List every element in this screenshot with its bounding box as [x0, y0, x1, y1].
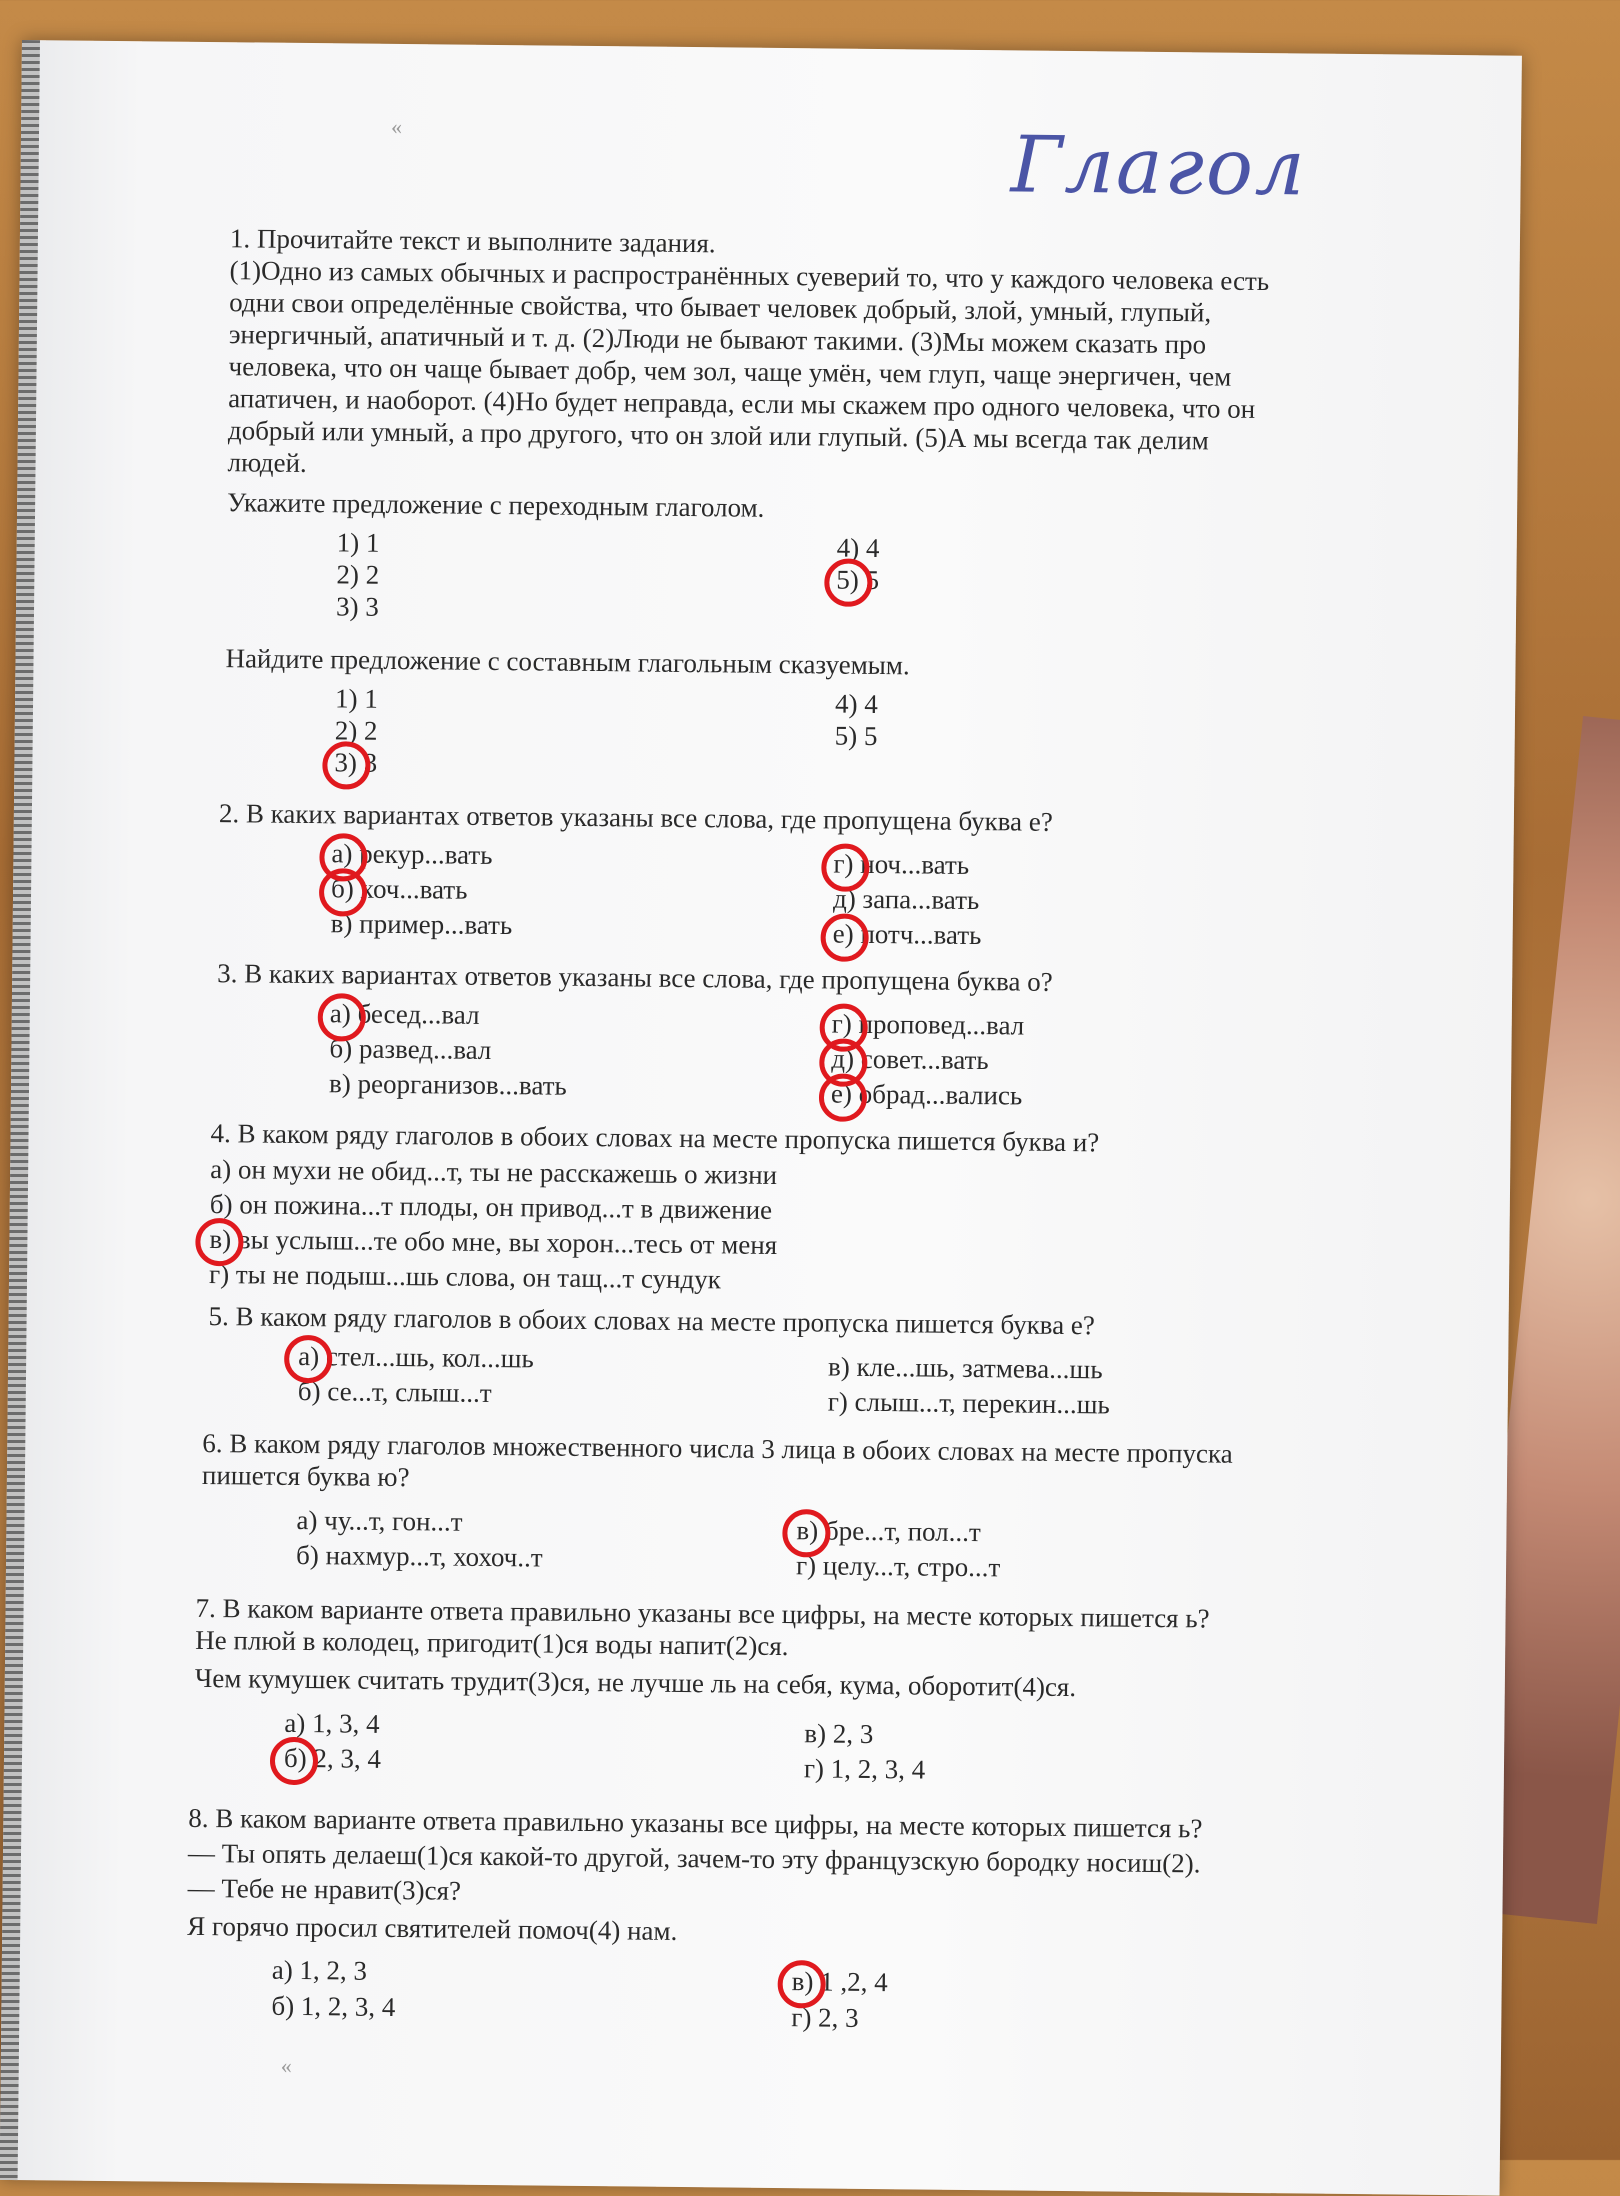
q6-option[interactable]: а) чу...т, гон...т — [296, 1504, 463, 1537]
q3-title: 3. В каких вариантах ответов указаны все слова, где пропущена буква о? — [217, 958, 1053, 997]
q5-option[interactable]: в) кле...шь, затмева...шь — [827, 1351, 1103, 1385]
q6-title: пишется буква ю? — [201, 1459, 410, 1493]
q1b-option[interactable]: 5) 5 — [834, 720, 878, 751]
q6-option[interactable]: г) целу...т, стро...т — [795, 1550, 1001, 1583]
q8-text-line: — Ты опять делаеш(1)ся какой-то другой, зачем-то эту французскую бородку носиш(2). — [187, 1837, 1201, 1879]
answer-circle — [821, 843, 870, 892]
q7-text-line: Не плюй в колодец, пригодит(1)ся воды напит(2)ся. — [195, 1624, 789, 1662]
q3-option[interactable]: е) обрад...вались — [830, 1078, 1023, 1111]
answer-circle — [195, 1218, 244, 1267]
handwritten-title: Глагол — [1010, 120, 1308, 214]
q8-option[interactable]: а) 1, 2, 3 — [271, 1954, 368, 1986]
q5-option[interactable]: г) слыш...т, перекин...шь — [827, 1386, 1110, 1420]
q3-option[interactable]: д) совет...вать — [831, 1043, 989, 1076]
q1-text-line: людей. — [227, 447, 307, 479]
q8-option[interactable]: г) 2, 3 — [791, 2002, 859, 2033]
q2-title: 2. В каких вариантах ответов указаны все слова, где пропущена буква е? — [218, 798, 1054, 837]
q1-text-line: человека, что он чаще бывает добр, чем зол, чаще умён, чем глуп, чаще энергичен, чем — [228, 351, 1232, 392]
q8-option[interactable]: б) 1, 2, 3, 4 — [271, 1990, 396, 2023]
q2-option[interactable]: д) запа...вать — [832, 883, 980, 916]
q1-text-line: энергичный, апатичный и т. д. (2)Люди не бывают такими. (3)Мы можем сказать про — [228, 319, 1207, 360]
q3-option[interactable]: г) проповед...вал — [831, 1008, 1025, 1041]
q3-option[interactable]: а) бесед...вал — [329, 998, 480, 1030]
answer-circle — [824, 558, 873, 607]
q1b-option[interactable]: 1) 1 — [334, 683, 379, 714]
q2-option[interactable]: е) потч...вать — [832, 918, 982, 951]
q2-option[interactable]: г) ноч...вать — [833, 848, 970, 880]
q5-title: 5. В каком ряду глаголов в обоих словах на месте пропуска пишется буква е? — [208, 1301, 1096, 1341]
q4-title: 4. В каком ряду глаголов в обоих словах на месте пропуска пишется буква и? — [210, 1118, 1100, 1158]
q1a-option[interactable]: 3) 3 — [335, 591, 379, 622]
q1-task-b: Найдите предложение с составным глагольным сказуемым. — [225, 643, 910, 681]
answer-circle — [820, 913, 869, 962]
answer-circle — [270, 1737, 319, 1786]
q1-text-line: (1)Одно из самых обычных и распространённых суеверий то, что у каждого человека есть — [229, 255, 1270, 297]
q8-option[interactable]: в) 1 ,2, 4 — [791, 1966, 888, 1998]
q4-option[interactable]: в) вы услыш...те обо мне, вы хорон...тесь от меня — [209, 1224, 778, 1260]
q8-title: 8. В каком варианте ответа правильно указаны все цифры, на месте которых пишется ь? — [188, 1802, 1203, 1844]
answer-circle — [322, 741, 371, 790]
q1-title: 1. Прочитайте текст и выполните задания. — [229, 223, 716, 259]
q5-option[interactable]: а) стел...шь, кол...шь — [298, 1340, 534, 1374]
q1b-option[interactable]: 4) 4 — [834, 688, 879, 719]
q1b-option[interactable]: 3) 3 — [334, 747, 378, 778]
q5-option[interactable]: б) се...т, слыш...т — [297, 1375, 492, 1408]
q1a-option[interactable]: 1) 1 — [336, 527, 380, 558]
q7-option[interactable]: г) 1, 2, 3, 4 — [803, 1753, 926, 1785]
q7-title: 7. В каком варианте ответа правильно указаны все цифры, на месте которых пишется ь? — [195, 1592, 1210, 1634]
q1-text-line: добрый или умный, а про другого, что он злой или глупый. (5)А мы всегда так делим — [227, 415, 1210, 456]
q7-option[interactable]: а) 1, 3, 4 — [284, 1707, 380, 1739]
q6-title: 6. В каком ряду глаголов множественного числа 3 лица в обоих словах на месте пропуска — [202, 1427, 1233, 1469]
q4-option[interactable]: а) он мухи не обид...т, ты не расскажешь о жизни — [210, 1154, 778, 1190]
q7-option[interactable]: б) 2, 3, 4 — [283, 1742, 382, 1774]
q1-task-a: Укажите предложение с переходным глаголом. — [227, 487, 765, 523]
q3-option[interactable]: б) развед...вал — [329, 1033, 492, 1065]
q2-option[interactable]: в) пример...вать — [330, 908, 513, 941]
q1b-option[interactable]: 2) 2 — [334, 715, 378, 746]
q2-option[interactable]: а) рекур...вать — [331, 838, 493, 870]
q4-option[interactable]: г) ты не подыш...шь слова, он тащ...т сундук — [208, 1259, 722, 1295]
q2-option[interactable]: б) хоч...вать — [330, 873, 468, 905]
worksheet-page — [0, 40, 1522, 2196]
answer-circle — [782, 1509, 831, 1558]
answer-circle — [319, 868, 368, 917]
answer-circle — [777, 1960, 826, 2009]
q3-option[interactable]: в) реорганизов...вать — [328, 1068, 567, 1101]
answer-circle — [318, 993, 367, 1042]
q1a-option[interactable]: 4) 4 — [836, 532, 880, 564]
scan-mark: « — [390, 113, 403, 139]
q4-option[interactable]: б) он пожина...т плоды, он привод...т в движение — [209, 1189, 773, 1225]
q8-text-line: Я горячо просил святителей помоч(4) нам. — [187, 1910, 678, 1946]
answer-circle — [819, 1073, 868, 1122]
q7-text-line: Чем кумушек считать трудит(3)ся, не лучше ль на себя, кума, оборотит(4)ся. — [194, 1662, 1077, 1703]
q1-text-line: апатичен, и наоборот. (4)Но будет неправда, если мы скажем про одного человека, что он — [228, 383, 1256, 424]
q8-text-line: — Тебе не нравит(3)ся? — [187, 1872, 462, 1906]
q1a-option[interactable]: 5) 5 — [836, 564, 880, 596]
q1a-option[interactable]: 2) 2 — [336, 559, 380, 590]
q6-option[interactable]: в) бре...т, пол...т — [796, 1515, 981, 1548]
answer-circle — [284, 1335, 333, 1384]
q6-option[interactable]: б) нахмур...т, хохоч..т — [295, 1539, 543, 1573]
q7-option[interactable]: в) 2, 3 — [804, 1718, 874, 1750]
q1-text-line: одни свои определённые свойства, что бывает человек добрый, злой, умный, глупый, — [229, 287, 1212, 328]
scan-mark: « — [280, 2052, 292, 2078]
